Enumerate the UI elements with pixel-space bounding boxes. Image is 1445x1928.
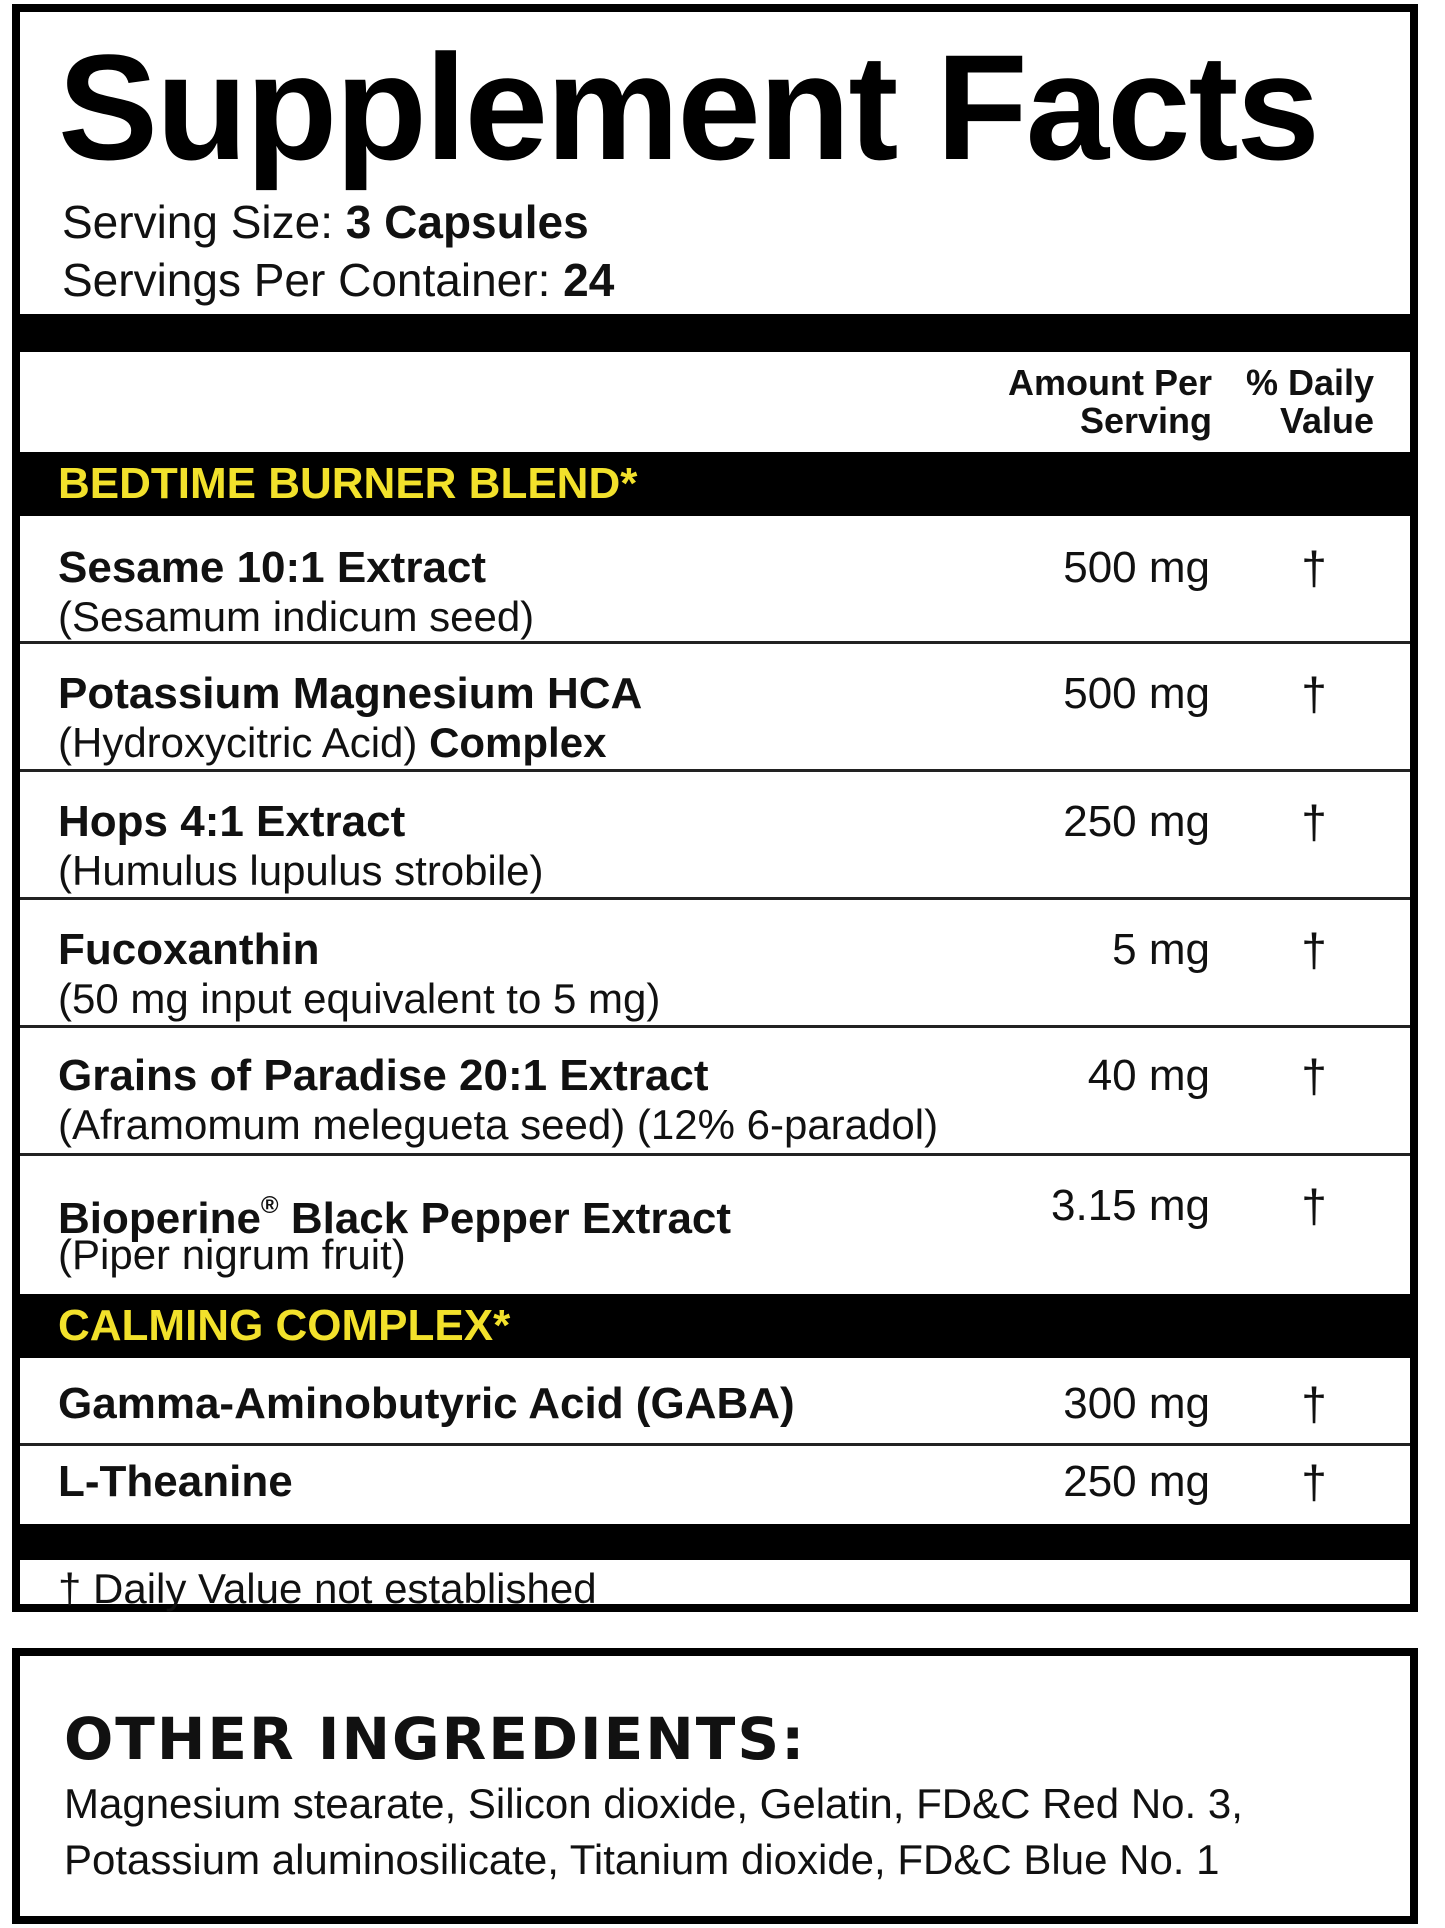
serving-size-label: Serving Size: — [62, 196, 334, 248]
serving-size-value: 3 Capsules — [345, 196, 589, 248]
column-header-amount-line2: Serving — [1079, 400, 1212, 441]
ingredient-daily-value: † — [1301, 542, 1327, 594]
ingredient-row — [20, 1358, 1410, 1446]
column-header-dv-line1: % Daily — [1245, 362, 1374, 403]
ingredient-amount: 5 mg — [1112, 925, 1210, 974]
ingredient-row — [20, 900, 1410, 1028]
ingredient-source — [58, 718, 606, 768]
ingredient-daily-value: † — [1301, 1180, 1327, 1232]
ingredient-amount: 500 mg — [1063, 669, 1210, 718]
serving-size — [62, 196, 589, 248]
ingredient-row — [20, 772, 1410, 900]
ingredient-daily-value: † — [1301, 1378, 1327, 1430]
ingredient-name: Grains of Paradise 20:1 Extract — [58, 1051, 709, 1100]
ingredient-name-rest: Black Pepper Extract — [278, 1194, 732, 1243]
section-heading-bedtime-burner-blend: BEDTIME BURNER BLEND* — [20, 452, 1410, 516]
ingredient-source-bold: Complex — [429, 719, 607, 766]
ingredient-source-text: (Hydroxycitric Acid) — [58, 719, 418, 766]
ingredient-row — [20, 1028, 1410, 1156]
footnote: † Daily Value not established — [58, 1565, 597, 1612]
column-header-amount-line1: Amount Per — [1007, 362, 1212, 403]
ingredient-name: Hops 4:1 Extract — [58, 797, 406, 846]
other-ingredients-line1: Magnesium stearate, Silicon dioxide, Gelatin, FD&C Red No. 3, — [64, 1780, 1243, 1827]
ingredient-name: Potassium Magnesium HCA — [58, 669, 643, 718]
divider-bar-top — [20, 314, 1410, 352]
ingredient-row — [20, 516, 1410, 644]
ingredient-amount: 3.15 mg — [1051, 1181, 1210, 1230]
column-header-daily-value — [1214, 364, 1374, 440]
ingredient-source: (50 mg input equivalent to 5 mg) — [58, 975, 661, 1022]
ingredient-source: (Sesamum indicum seed) — [58, 593, 535, 640]
other-ingredients-heading: OTHER INGREDIENTS: — [64, 1705, 807, 1773]
section-heading-calming-complex: CALMING COMPLEX* — [20, 1294, 1410, 1358]
divider-bar-bottom — [20, 1524, 1410, 1560]
ingredient-row — [20, 1156, 1410, 1294]
servings-per-container-label: Servings Per Container: — [62, 254, 551, 306]
ingredient-source: (Aframomum melegueta seed) (12% 6-paradol) — [58, 1101, 939, 1148]
column-header-dv-line2: Value — [1279, 400, 1374, 441]
ingredient-amount: 250 mg — [1063, 797, 1210, 846]
ingredient-daily-value: † — [1301, 1050, 1327, 1102]
other-ingredients-panel — [12, 1648, 1418, 1924]
servings-per-container — [62, 254, 614, 306]
ingredient-amount: 300 mg — [1063, 1379, 1210, 1428]
ingredient-daily-value: † — [1301, 668, 1327, 720]
ingredient-row — [20, 644, 1410, 772]
ingredient-name: Gamma-Aminobutyric Acid (GABA) — [58, 1379, 795, 1428]
ingredient-name: Fucoxanthin — [58, 925, 320, 974]
ingredient-amount: 250 mg — [1063, 1457, 1210, 1506]
ingredient-daily-value: † — [1301, 1456, 1327, 1508]
ingredient-source: (Humulus lupulus strobile) — [58, 847, 544, 894]
servings-per-container-value: 24 — [563, 254, 615, 306]
other-ingredients-line2: Potassium aluminosilicate, Titanium dioxide, FD&C Blue No. 1 — [64, 1836, 1220, 1883]
ingredient-name: Sesame 10:1 Extract — [58, 543, 487, 592]
ingredient-name-brand: Bioperine — [58, 1194, 261, 1243]
ingredient-daily-value: † — [1301, 796, 1327, 848]
column-header-amount — [972, 364, 1212, 440]
ingredient-amount: 40 mg — [1087, 1051, 1210, 1100]
ingredient-amount: 500 mg — [1063, 543, 1210, 592]
ingredient-source: (Piper nigrum fruit) — [58, 1231, 406, 1278]
panel-title: Supplement Facts — [58, 23, 1318, 191]
registered-mark: ® — [260, 1192, 279, 1219]
supplement-facts-panel — [12, 4, 1418, 1612]
ingredient-name: L-Theanine — [58, 1457, 293, 1506]
ingredient-daily-value: † — [1301, 924, 1327, 976]
ingredient-row — [20, 1446, 1410, 1524]
other-ingredients-text — [64, 1776, 1384, 1888]
